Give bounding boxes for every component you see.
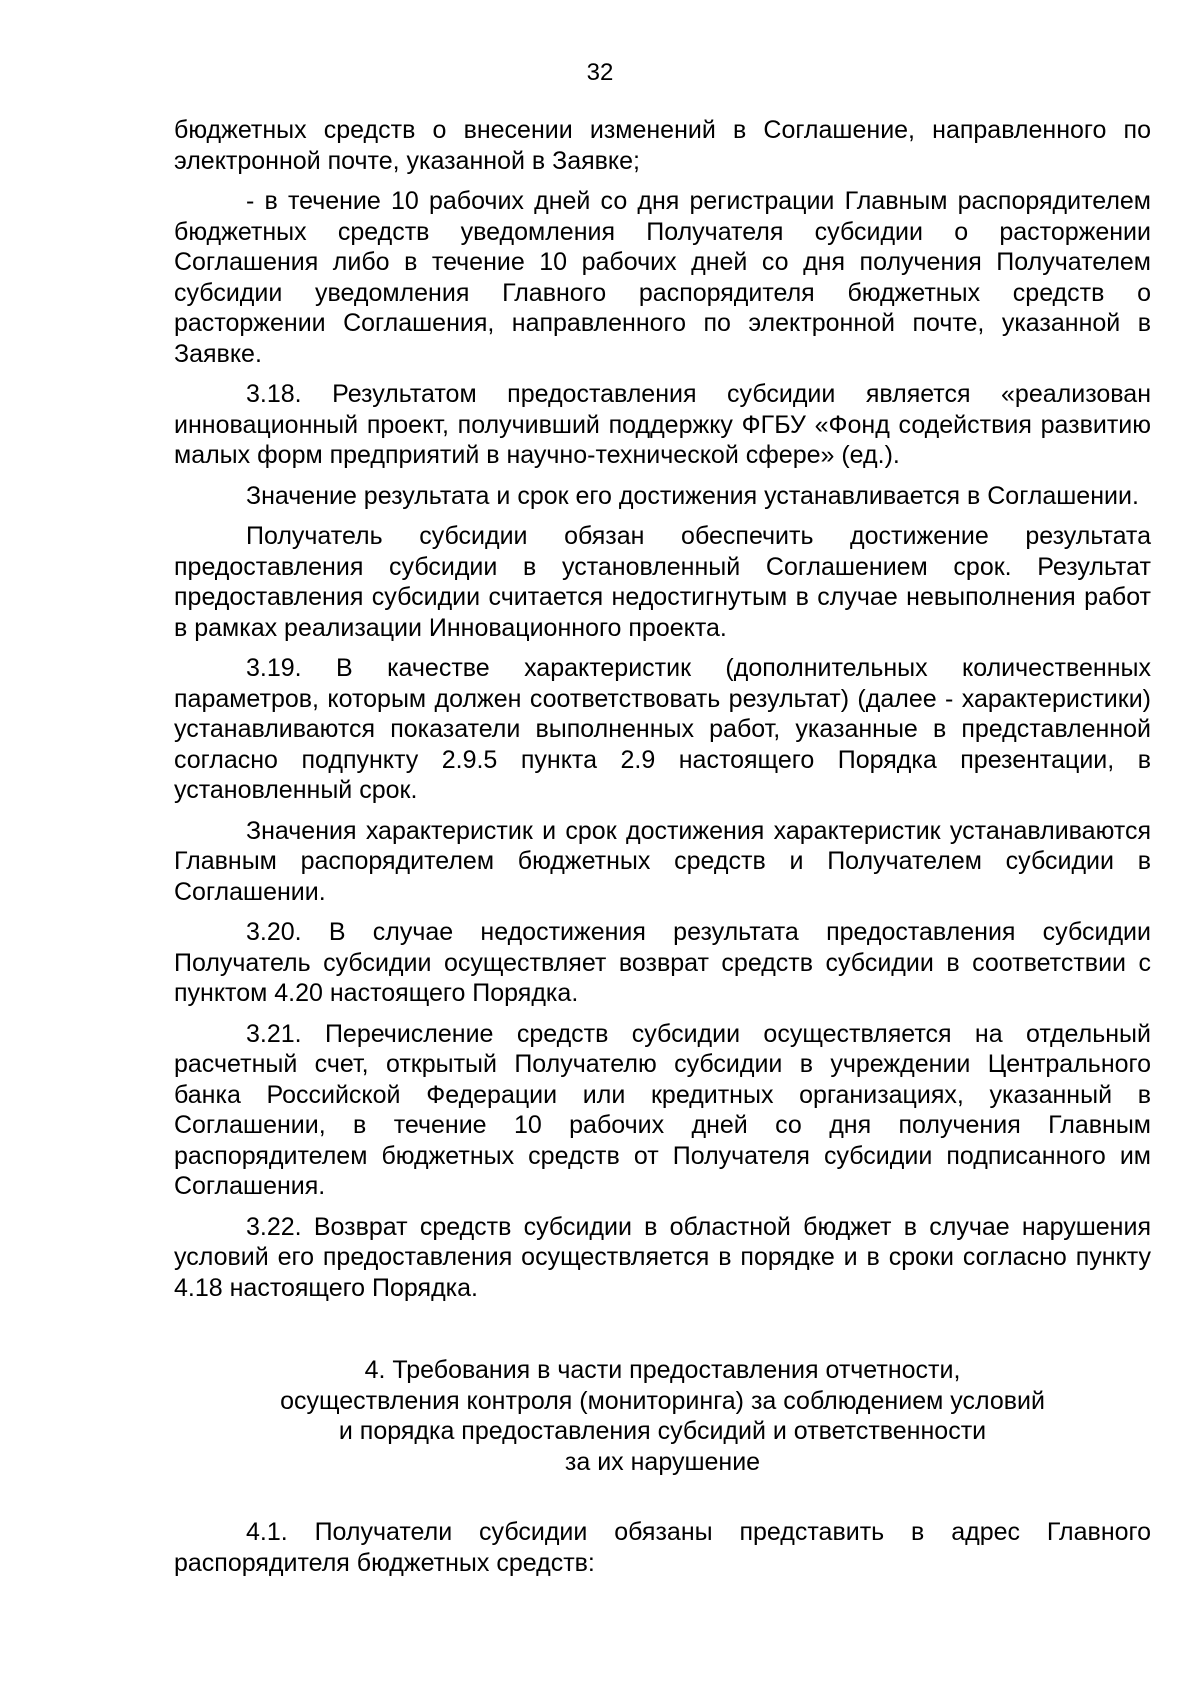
paragraph-continuation: бюджетных средств о внесении изменений в Соглашение, направленного по электронной почте, указанной в Заявке; — [174, 116, 1151, 175]
heading-spacer — [174, 1477, 1151, 1517]
section-heading-line: и порядка предоставления субсидий и ответственности — [338, 1417, 987, 1445]
section-heading-line: за их нарушение — [564, 1447, 761, 1476]
section-heading-line: осуществления контроля (мониторинга) за соблюдением условий — [280, 1386, 1045, 1415]
page-number: 32 — [586, 59, 614, 86]
section-4-heading — [174, 1355, 1151, 1477]
paragraph-3-21: 3.21. Перечисление средств субсидии осуществляется на отдельный расчетный счет, открытый Получателю субсидии в учреждении Центрального банка Российской Федерации или кредитных организациях, указанный в Соглашении, в течение 10 рабочих дней со дня получения Главным распорядителем бюджетных средств от Получателя субсидии подписанного им Соглашения. — [174, 1019, 1151, 1200]
paragraph-3-19: 3.19. В качестве характеристик (дополнительных количественных параметров, которым должен соответствовать результат) (далее - характеристики) устанавливаются показатели выполненных работ, указанные в представленной согласно подпункту 2.9.5 пункта 2.9 настоящего Порядка презентации, в установленный срок. — [174, 654, 1151, 804]
section-heading-line: 4. Требования в части предоставления отчетности, — [364, 1356, 961, 1384]
paragraph-3-18: 3.18. Результатом предоставления субсидии является «реализован инновационный проект, получивший поддержку ФГБУ «Фонд содействия развитию малых форм предприятий в научно-технической сфере» (ед.). — [174, 380, 1151, 469]
paragraph-termination-terms: - в течение 10 рабочих дней со дня регистрации Главным распорядителем бюджетных средств уведомления Получателя субсидии о расторжении Соглашения либо в течение 10 рабочих дней со дня получения Получателем субсидии уведомления Главного распорядителя бюджетных средств о расторжении Соглашения, направленного по электронной почте, указанной в Заявке. — [174, 187, 1151, 368]
paragraph-characteristics-values: Значения характеристик и срок достижения характеристик устанавливаются Главным распорядителем бюджетных средств и Получателем субсидии в Соглашении. — [174, 816, 1151, 906]
paragraph-3-22: 3.22. Возврат средств субсидии в областной бюджет в случае нарушения условий его предоставления осуществляется в порядке и в сроки согласно пункту 4.18 настоящего Порядка. — [174, 1212, 1151, 1302]
paragraph-3-20: 3.20. В случае недостижения результата предоставления субсидии Получатель субсидии осуществляет возврат средств субсидии в соответствии с пунктом 4.20 настоящего Порядка. — [174, 918, 1151, 1007]
document-body — [174, 115, 1151, 1588]
paragraph-result-value: Значение результата и срок его достижения устанавливается в Соглашении. — [246, 481, 1139, 510]
paragraph-4-1: 4.1. Получатели субсидии обязаны представить в адрес Главного распорядителя бюджетных средств: — [174, 1518, 1151, 1577]
paragraph-recipient-obligation: Получатель субсидии обязан обеспечить достижение результата предоставления субсидии в установленный Соглашением срок. Результат предоставления субсидии считается недостигнутым в случае невыполнения работ в рамках реализации Инновационного проекта. — [174, 522, 1151, 642]
